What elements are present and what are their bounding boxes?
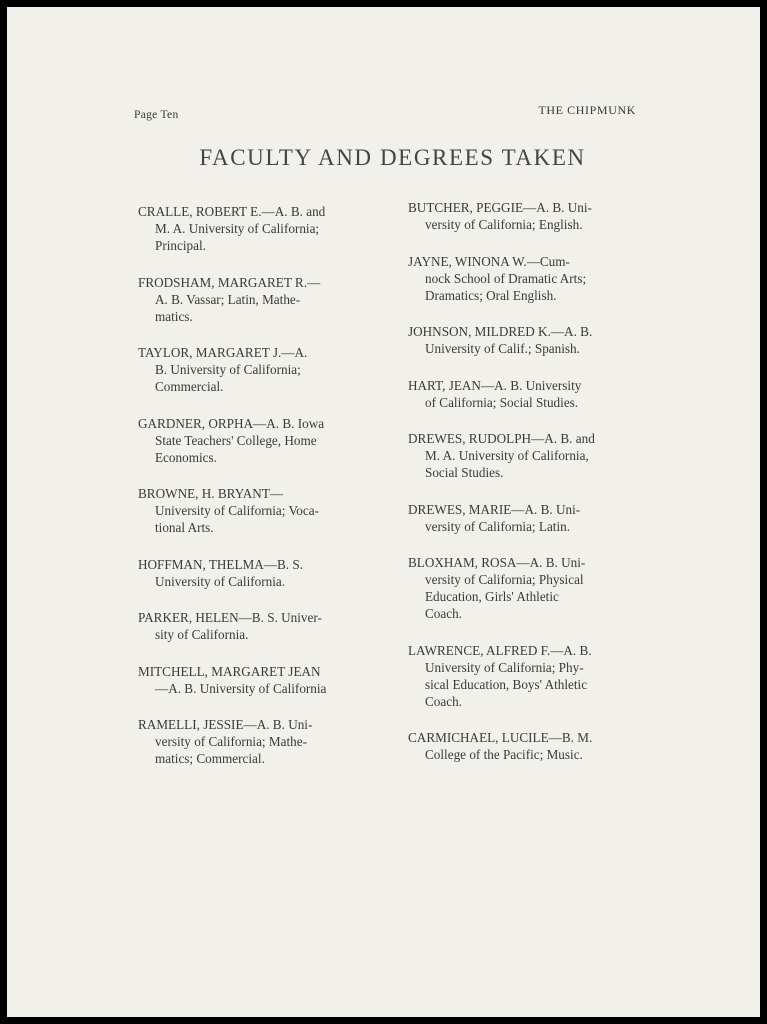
faculty-name-line: CARMICHAEL, LUCILE—B. M.: [408, 730, 593, 745]
faculty-detail-line: tional Arts.: [155, 520, 214, 535]
faculty-name-line: HOFFMAN, THELMA—B. S.: [138, 556, 303, 572]
faculty-detail-line: A. B. Vassar; Latin, Mathe-: [155, 291, 301, 307]
faculty-name-line: JAYNE, WINONA W.—Cum-: [408, 253, 570, 269]
faculty-detail-line: Principal.: [155, 238, 206, 253]
faculty-detail-line: sical Education, Boys' Athletic: [425, 676, 588, 692]
faculty-name-line: DREWES, MARIE—A. B. Uni-: [408, 501, 581, 517]
faculty-name-line: GARDNER, ORPHA—A. B. Iowa: [138, 415, 325, 431]
faculty-detail-line: Commercial.: [155, 379, 224, 394]
faculty-column-left: [138, 203, 378, 787]
faculty-detail-line: College of the Pacific; Music.: [425, 747, 583, 762]
faculty-entry: [408, 199, 648, 233]
faculty-detail-line: Economics.: [155, 449, 217, 465]
faculty-entry: [408, 554, 648, 622]
faculty-name-line: BROWNE, H. BRYANT—: [138, 486, 284, 501]
faculty-detail-line: Coach.: [425, 606, 462, 621]
faculty-entry: [138, 203, 378, 254]
faculty-entry: [138, 415, 378, 466]
faculty-name-line: PARKER, HELEN—B. S. Univer-: [138, 610, 322, 625]
faculty-detail-line: Dramatics; Oral English.: [425, 287, 557, 303]
faculty-name-line: BLOXHAM, ROSA—A. B. Uni-: [408, 555, 586, 570]
faculty-detail-line: versity of California; Latin.: [425, 518, 571, 534]
faculty-detail-line: B. University of California;: [155, 362, 301, 377]
faculty-name-line: HART, JEAN—A. B. University: [408, 377, 582, 393]
faculty-detail-line: State Teachers' College, Home: [155, 432, 317, 448]
faculty-entry: [138, 485, 378, 536]
faculty-detail-line: University of Calif.; Spanish.: [425, 341, 580, 356]
faculty-entry: [138, 663, 378, 697]
faculty-name-line: JOHNSON, MILDRED K.—A. B.: [408, 324, 593, 339]
document-page: [7, 7, 760, 1017]
faculty-detail-line: nock School of Dramatic Arts;: [425, 270, 587, 286]
faculty-detail-line: M. A. University of California;: [155, 221, 320, 236]
faculty-entry: [138, 556, 378, 590]
publication-name: THE CHIPMUNK: [538, 103, 636, 117]
faculty-entry: [408, 253, 648, 304]
page-number-label: Page Ten: [134, 109, 179, 121]
faculty-name-line: BUTCHER, PEGGIE—A. B. Uni-: [408, 200, 592, 215]
faculty-detail-line: M. A. University of California,: [425, 448, 589, 463]
faculty-detail-line: versity of California; Mathe-: [155, 734, 307, 749]
faculty-entry: [408, 323, 648, 357]
faculty-detail-line: University of California; Phy-: [425, 659, 584, 675]
faculty-entry: [408, 430, 648, 481]
faculty-name-line: CRALLE, ROBERT E.—A. B. and: [138, 204, 326, 219]
faculty-column-right: [408, 199, 648, 783]
faculty-detail-line: Social Studies.: [425, 465, 504, 480]
page-title: FACULTY AND DEGREES TAKEN: [199, 145, 586, 170]
faculty-detail-line: University of California; Voca-: [155, 503, 319, 518]
faculty-entry: [408, 377, 648, 411]
faculty-detail-line: Education, Girls' Athletic: [425, 589, 559, 604]
faculty-detail-line: versity of California; Physical: [425, 572, 584, 587]
faculty-entry: [138, 716, 378, 767]
faculty-entry: [138, 609, 378, 643]
faculty-entry: [138, 344, 378, 395]
faculty-entry: [408, 501, 648, 535]
faculty-name-line: TAYLOR, MARGARET J.—A.: [138, 345, 308, 360]
faculty-detail-line: sity of California.: [155, 627, 249, 642]
faculty-detail-line: matics; Commercial.: [155, 751, 265, 766]
faculty-entry: [138, 274, 378, 325]
faculty-detail-line: matics.: [155, 308, 193, 324]
faculty-detail-line: of California; Social Studies.: [425, 394, 579, 410]
faculty-detail-line: —A. B. University of California: [155, 680, 327, 696]
faculty-name-line: DREWES, RUDOLPH—A. B. and: [408, 431, 595, 446]
faculty-name-line: MITCHELL, MARGARET JEAN: [138, 663, 321, 679]
faculty-detail-line: University of California.: [155, 573, 286, 589]
faculty-entry: [408, 642, 648, 710]
faculty-name-line: FRODSHAM, MARGARET R.—: [138, 274, 321, 290]
faculty-entry: [408, 729, 648, 763]
faculty-detail-line: Coach.: [425, 693, 462, 709]
faculty-detail-line: versity of California; English.: [425, 217, 583, 232]
faculty-name-line: LAWRENCE, ALFRED F.—A. B.: [408, 642, 592, 658]
faculty-name-line: RAMELLI, JESSIE—A. B. Uni-: [138, 717, 313, 732]
